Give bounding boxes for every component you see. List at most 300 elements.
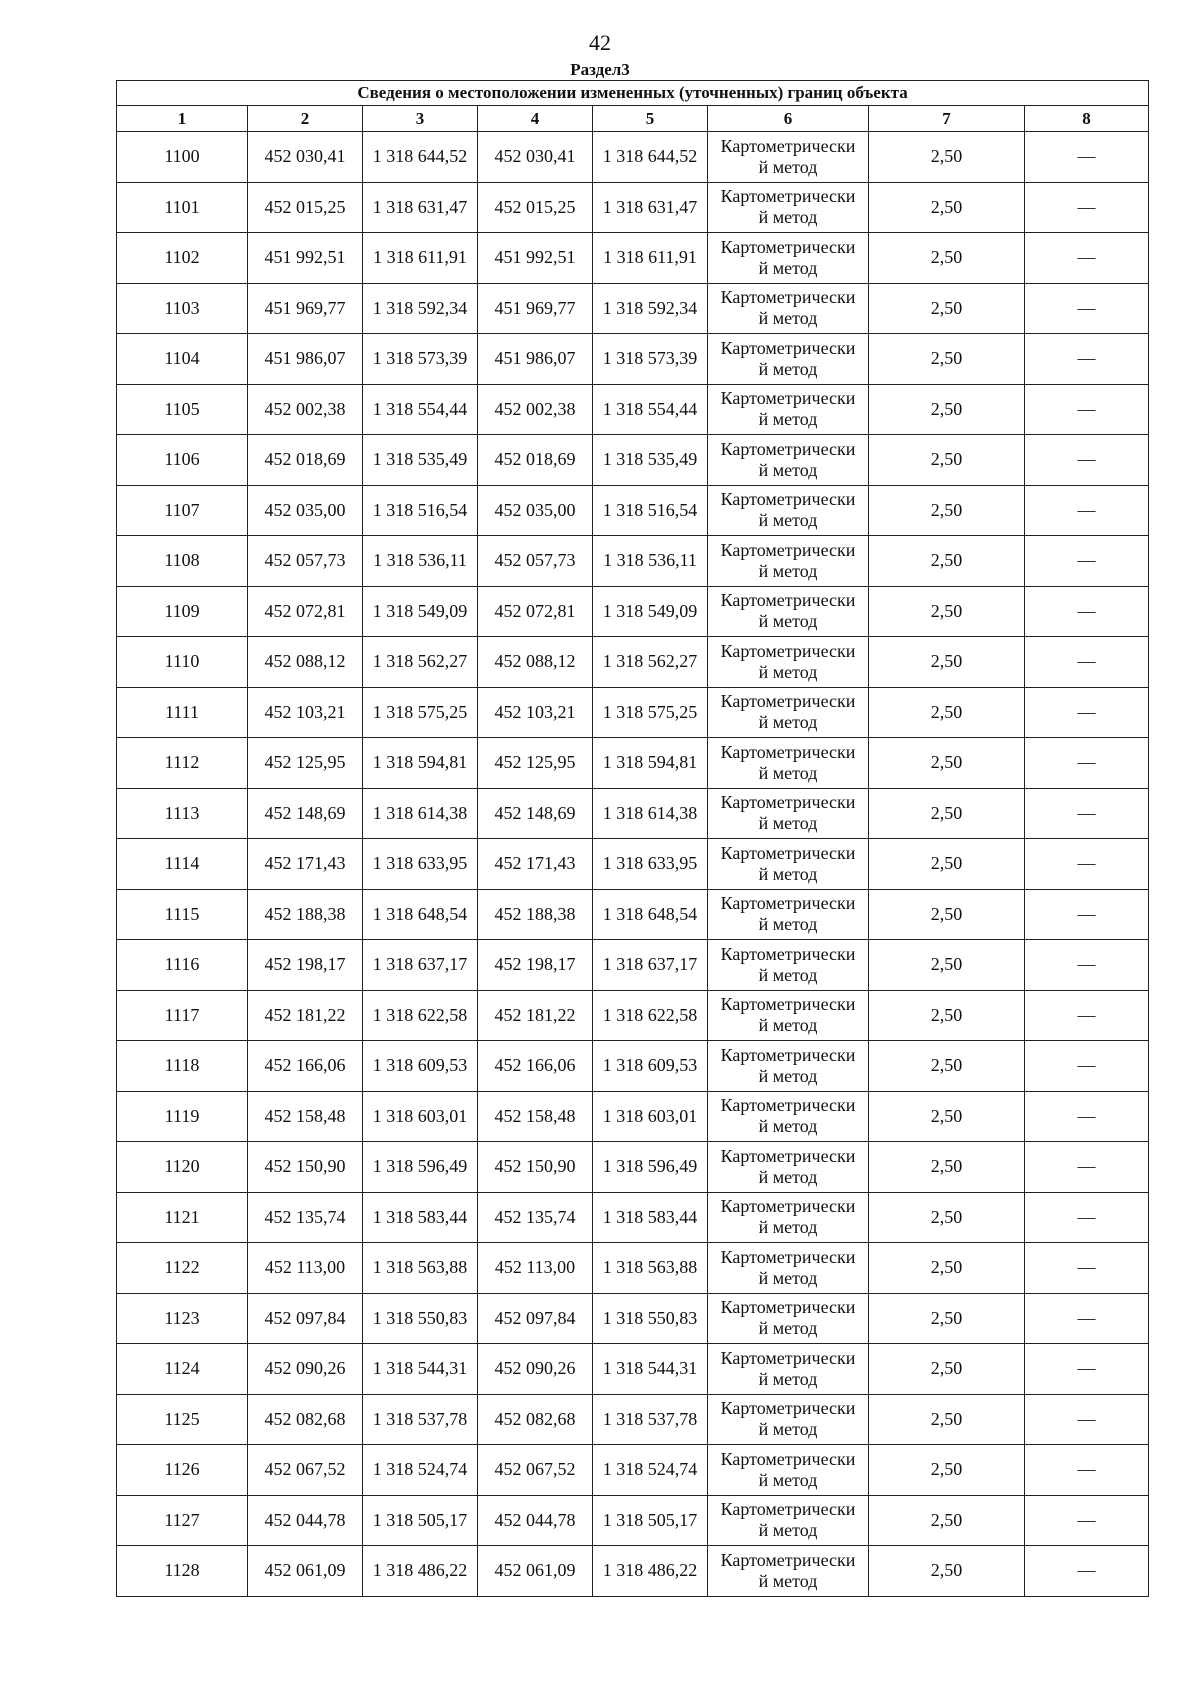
accuracy-cell: 2,50: [869, 990, 1025, 1041]
x-existing-cell: 451 986,07: [248, 334, 363, 385]
method-text: й метод: [758, 611, 818, 632]
point-number-cell: 1101: [117, 182, 248, 233]
table-caption-row: [117, 81, 1149, 106]
y-existing-cell: 1 318 631,47: [363, 182, 478, 233]
y-existing-cell: 1 318 516,54: [363, 485, 478, 536]
point-number-cell: 1102: [117, 233, 248, 284]
method-text: й метод: [758, 207, 818, 228]
point-number-cell: 1115: [117, 889, 248, 940]
method-text: й метод: [758, 1267, 818, 1288]
method-text: Картометрически: [720, 1246, 856, 1267]
point-number-cell: 1108: [117, 536, 248, 587]
column-number: 7: [869, 106, 1025, 132]
method-cell: [708, 1495, 869, 1546]
method-text: Картометрически: [720, 1044, 856, 1065]
point-number-cell: 1113: [117, 788, 248, 839]
x-existing-cell: 452 061,09: [248, 1546, 363, 1597]
note-cell: —: [1025, 990, 1149, 1041]
table-row: [117, 1142, 1149, 1193]
accuracy-cell: 2,50: [869, 1293, 1025, 1344]
x-refined-cell: 452 067,52: [478, 1445, 593, 1496]
accuracy-cell: 2,50: [869, 1243, 1025, 1294]
method-text: Картометрически: [720, 640, 856, 661]
y-refined-cell: 1 318 535,49: [593, 435, 708, 486]
y-refined-cell: 1 318 524,74: [593, 1445, 708, 1496]
y-refined-cell: 1 318 505,17: [593, 1495, 708, 1546]
y-existing-cell: 1 318 524,74: [363, 1445, 478, 1496]
x-existing-cell: 452 166,06: [248, 1041, 363, 1092]
method-text: Картометрически: [720, 590, 856, 611]
method-cell: [708, 839, 869, 890]
y-existing-cell: 1 318 550,83: [363, 1293, 478, 1344]
method-text: Картометрически: [720, 1196, 856, 1217]
accuracy-cell: 2,50: [869, 1344, 1025, 1395]
y-refined-cell: 1 318 549,09: [593, 586, 708, 637]
method-text: й метод: [758, 1520, 818, 1541]
note-cell: —: [1025, 384, 1149, 435]
note-cell: —: [1025, 839, 1149, 890]
note-cell: —: [1025, 889, 1149, 940]
x-existing-cell: 452 158,48: [248, 1091, 363, 1142]
column-number: 3: [363, 106, 478, 132]
point-number-cell: 1111: [117, 687, 248, 738]
note-cell: —: [1025, 1394, 1149, 1445]
method-cell: [708, 990, 869, 1041]
table-row: [117, 1091, 1149, 1142]
note-cell: —: [1025, 1546, 1149, 1597]
x-existing-cell: 452 198,17: [248, 940, 363, 991]
accuracy-cell: 2,50: [869, 334, 1025, 385]
note-cell: —: [1025, 1293, 1149, 1344]
method-cell: [708, 1142, 869, 1193]
method-text: Картометрически: [720, 388, 856, 409]
x-existing-cell: 452 035,00: [248, 485, 363, 536]
table-row: [117, 1394, 1149, 1445]
accuracy-cell: 2,50: [869, 536, 1025, 587]
point-number-cell: 1114: [117, 839, 248, 890]
point-number-cell: 1109: [117, 586, 248, 637]
table-caption: Сведения о местоположении измененных (уточненных) границ объекта: [117, 81, 1149, 106]
x-existing-cell: 452 044,78: [248, 1495, 363, 1546]
y-existing-cell: 1 318 562,27: [363, 637, 478, 688]
x-refined-cell: 452 082,68: [478, 1394, 593, 1445]
method-text: й метод: [758, 156, 818, 177]
note-cell: —: [1025, 334, 1149, 385]
method-text: й метод: [758, 1015, 818, 1036]
note-cell: —: [1025, 283, 1149, 334]
method-cell: [708, 435, 869, 486]
y-existing-cell: 1 318 575,25: [363, 687, 478, 738]
y-existing-cell: 1 318 614,38: [363, 788, 478, 839]
method-cell: [708, 1546, 869, 1597]
method-text: й метод: [758, 560, 818, 581]
y-refined-cell: 1 318 594,81: [593, 738, 708, 789]
y-refined-cell: 1 318 563,88: [593, 1243, 708, 1294]
x-existing-cell: 452 057,73: [248, 536, 363, 587]
method-text: Картометрически: [720, 842, 856, 863]
y-existing-cell: 1 318 536,11: [363, 536, 478, 587]
method-text: Картометрически: [720, 1398, 856, 1419]
x-existing-cell: 452 125,95: [248, 738, 363, 789]
point-number-cell: 1122: [117, 1243, 248, 1294]
table-row: [117, 233, 1149, 284]
x-refined-cell: 452 030,41: [478, 132, 593, 183]
note-cell: —: [1025, 940, 1149, 991]
accuracy-cell: 2,50: [869, 586, 1025, 637]
method-cell: [708, 940, 869, 991]
y-existing-cell: 1 318 596,49: [363, 1142, 478, 1193]
accuracy-cell: 2,50: [869, 435, 1025, 486]
method-text: Картометрически: [720, 1145, 856, 1166]
accuracy-cell: 2,50: [869, 384, 1025, 435]
y-existing-cell: 1 318 535,49: [363, 435, 478, 486]
note-cell: —: [1025, 738, 1149, 789]
accuracy-cell: 2,50: [869, 182, 1025, 233]
x-existing-cell: 452 030,41: [248, 132, 363, 183]
y-existing-cell: 1 318 573,39: [363, 334, 478, 385]
x-existing-cell: 451 969,77: [248, 283, 363, 334]
table-row: [117, 839, 1149, 890]
method-cell: [708, 132, 869, 183]
point-number-cell: 1123: [117, 1293, 248, 1344]
method-text: й метод: [758, 863, 818, 884]
x-refined-cell: 452 158,48: [478, 1091, 593, 1142]
point-number-cell: 1116: [117, 940, 248, 991]
x-refined-cell: 452 125,95: [478, 738, 593, 789]
point-number-cell: 1118: [117, 1041, 248, 1092]
method-cell: [708, 889, 869, 940]
note-cell: —: [1025, 1041, 1149, 1092]
method-cell: [708, 1192, 869, 1243]
section-title: Раздел3: [570, 60, 630, 79]
accuracy-cell: 2,50: [869, 1546, 1025, 1597]
method-cell: [708, 182, 869, 233]
point-number-cell: 1128: [117, 1546, 248, 1597]
x-refined-cell: 452 088,12: [478, 637, 593, 688]
point-number-cell: 1125: [117, 1394, 248, 1445]
method-text: й метод: [758, 813, 818, 834]
note-cell: —: [1025, 1091, 1149, 1142]
method-cell: [708, 1293, 869, 1344]
y-refined-cell: 1 318 611,91: [593, 233, 708, 284]
y-refined-cell: 1 318 644,52: [593, 132, 708, 183]
accuracy-cell: 2,50: [869, 283, 1025, 334]
method-text: Картометрически: [720, 893, 856, 914]
accuracy-cell: 2,50: [869, 889, 1025, 940]
method-cell: [708, 1041, 869, 1092]
point-number-cell: 1107: [117, 485, 248, 536]
x-existing-cell: 452 088,12: [248, 637, 363, 688]
method-text: й метод: [758, 1570, 818, 1591]
table-row: [117, 283, 1149, 334]
table-row: [117, 738, 1149, 789]
note-cell: —: [1025, 687, 1149, 738]
table-row: [117, 1344, 1149, 1395]
x-refined-cell: 452 166,06: [478, 1041, 593, 1092]
method-text: Картометрически: [720, 287, 856, 308]
table-row: [117, 334, 1149, 385]
method-text: й метод: [758, 308, 818, 329]
x-refined-cell: 452 015,25: [478, 182, 593, 233]
table-row: [117, 1041, 1149, 1092]
method-text: й метод: [758, 964, 818, 985]
point-number-cell: 1103: [117, 283, 248, 334]
x-refined-cell: 452 188,38: [478, 889, 593, 940]
accuracy-cell: 2,50: [869, 1041, 1025, 1092]
point-number-cell: 1110: [117, 637, 248, 688]
x-existing-cell: 452 015,25: [248, 182, 363, 233]
y-refined-cell: 1 318 592,34: [593, 283, 708, 334]
method-text: Картометрически: [720, 1347, 856, 1368]
y-existing-cell: 1 318 554,44: [363, 384, 478, 435]
column-number: 1: [117, 106, 248, 132]
point-number-cell: 1120: [117, 1142, 248, 1193]
x-existing-cell: 452 135,74: [248, 1192, 363, 1243]
x-refined-cell: 452 103,21: [478, 687, 593, 738]
method-text: Картометрически: [720, 792, 856, 813]
accuracy-cell: 2,50: [869, 1495, 1025, 1546]
method-text: й метод: [758, 914, 818, 935]
x-existing-cell: 452 181,22: [248, 990, 363, 1041]
y-existing-cell: 1 318 648,54: [363, 889, 478, 940]
method-cell: [708, 1394, 869, 1445]
y-refined-cell: 1 318 537,78: [593, 1394, 708, 1445]
accuracy-cell: 2,50: [869, 637, 1025, 688]
y-existing-cell: 1 318 609,53: [363, 1041, 478, 1092]
x-refined-cell: 452 113,00: [478, 1243, 593, 1294]
y-existing-cell: 1 318 644,52: [363, 132, 478, 183]
x-existing-cell: 452 097,84: [248, 1293, 363, 1344]
method-text: й метод: [758, 459, 818, 480]
note-cell: —: [1025, 1495, 1149, 1546]
x-existing-cell: 452 082,68: [248, 1394, 363, 1445]
method-text: й метод: [758, 1217, 818, 1238]
method-text: Картометрически: [720, 1448, 856, 1469]
point-number-cell: 1100: [117, 132, 248, 183]
x-existing-cell: 451 992,51: [248, 233, 363, 284]
y-existing-cell: 1 318 537,78: [363, 1394, 478, 1445]
x-refined-cell: 452 035,00: [478, 485, 593, 536]
accuracy-cell: 2,50: [869, 132, 1025, 183]
x-refined-cell: 452 061,09: [478, 1546, 593, 1597]
method-text: Картометрически: [720, 994, 856, 1015]
x-existing-cell: 452 171,43: [248, 839, 363, 890]
method-cell: [708, 1344, 869, 1395]
y-refined-cell: 1 318 609,53: [593, 1041, 708, 1092]
y-refined-cell: 1 318 554,44: [593, 384, 708, 435]
method-text: Картометрически: [720, 1499, 856, 1520]
point-number-cell: 1106: [117, 435, 248, 486]
table-row: [117, 536, 1149, 587]
x-refined-cell: 451 986,07: [478, 334, 593, 385]
x-existing-cell: 452 090,26: [248, 1344, 363, 1395]
y-refined-cell: 1 318 575,25: [593, 687, 708, 738]
method-text: Картометрически: [720, 489, 856, 510]
method-text: й метод: [758, 661, 818, 682]
y-existing-cell: 1 318 603,01: [363, 1091, 478, 1142]
y-refined-cell: 1 318 544,31: [593, 1344, 708, 1395]
accuracy-cell: 2,50: [869, 1445, 1025, 1496]
note-cell: —: [1025, 1445, 1149, 1496]
method-cell: [708, 586, 869, 637]
y-existing-cell: 1 318 637,17: [363, 940, 478, 991]
method-text: й метод: [758, 510, 818, 531]
method-cell: [708, 283, 869, 334]
method-cell: [708, 738, 869, 789]
x-refined-cell: 452 171,43: [478, 839, 593, 890]
table-row: [117, 940, 1149, 991]
y-refined-cell: 1 318 622,58: [593, 990, 708, 1041]
method-text: Картометрически: [720, 943, 856, 964]
accuracy-cell: 2,50: [869, 1142, 1025, 1193]
table-row: [117, 637, 1149, 688]
x-refined-cell: 452 198,17: [478, 940, 593, 991]
y-refined-cell: 1 318 562,27: [593, 637, 708, 688]
y-existing-cell: 1 318 633,95: [363, 839, 478, 890]
x-refined-cell: 452 097,84: [478, 1293, 593, 1344]
y-existing-cell: 1 318 594,81: [363, 738, 478, 789]
note-cell: —: [1025, 435, 1149, 486]
y-refined-cell: 1 318 603,01: [593, 1091, 708, 1142]
y-refined-cell: 1 318 583,44: [593, 1192, 708, 1243]
y-refined-cell: 1 318 637,17: [593, 940, 708, 991]
x-existing-cell: 452 018,69: [248, 435, 363, 486]
point-number-cell: 1121: [117, 1192, 248, 1243]
x-refined-cell: 452 135,74: [478, 1192, 593, 1243]
x-refined-cell: 452 181,22: [478, 990, 593, 1041]
method-cell: [708, 233, 869, 284]
point-number-cell: 1117: [117, 990, 248, 1041]
y-refined-cell: 1 318 486,22: [593, 1546, 708, 1597]
column-number: 6: [708, 106, 869, 132]
x-existing-cell: 452 002,38: [248, 384, 363, 435]
accuracy-cell: 2,50: [869, 1192, 1025, 1243]
method-text: Картометрически: [720, 135, 856, 156]
accuracy-cell: 2,50: [869, 1394, 1025, 1445]
y-refined-cell: 1 318 596,49: [593, 1142, 708, 1193]
method-text: Картометрически: [720, 1095, 856, 1116]
point-number-cell: 1119: [117, 1091, 248, 1142]
method-text: й метод: [758, 1318, 818, 1339]
y-refined-cell: 1 318 633,95: [593, 839, 708, 890]
x-existing-cell: 452 188,38: [248, 889, 363, 940]
x-refined-cell: 452 090,26: [478, 1344, 593, 1395]
table-row: [117, 1192, 1149, 1243]
method-text: Картометрически: [720, 337, 856, 358]
y-refined-cell: 1 318 631,47: [593, 182, 708, 233]
note-cell: —: [1025, 1344, 1149, 1395]
table-row: [117, 687, 1149, 738]
note-cell: —: [1025, 1142, 1149, 1193]
method-text: й метод: [758, 1469, 818, 1490]
table-row: [117, 1495, 1149, 1546]
column-number: 5: [593, 106, 708, 132]
method-text: Картометрически: [720, 236, 856, 257]
method-text: й метод: [758, 1065, 818, 1086]
accuracy-cell: 2,50: [869, 485, 1025, 536]
x-refined-cell: 452 072,81: [478, 586, 593, 637]
note-cell: —: [1025, 1192, 1149, 1243]
method-text: Картометрически: [720, 438, 856, 459]
x-existing-cell: 452 113,00: [248, 1243, 363, 1294]
note-cell: —: [1025, 637, 1149, 688]
method-text: й метод: [758, 762, 818, 783]
column-number: 2: [248, 106, 363, 132]
y-refined-cell: 1 318 573,39: [593, 334, 708, 385]
x-refined-cell: 452 057,73: [478, 536, 593, 587]
table-row: [117, 182, 1149, 233]
accuracy-cell: 2,50: [869, 839, 1025, 890]
y-refined-cell: 1 318 614,38: [593, 788, 708, 839]
y-refined-cell: 1 318 516,54: [593, 485, 708, 536]
y-existing-cell: 1 318 611,91: [363, 233, 478, 284]
accuracy-cell: 2,50: [869, 1091, 1025, 1142]
method-cell: [708, 334, 869, 385]
table-row: [117, 889, 1149, 940]
note-cell: —: [1025, 233, 1149, 284]
method-text: й метод: [758, 1116, 818, 1137]
method-text: Картометрически: [720, 539, 856, 560]
x-existing-cell: 452 067,52: [248, 1445, 363, 1496]
y-existing-cell: 1 318 592,34: [363, 283, 478, 334]
y-existing-cell: 1 318 549,09: [363, 586, 478, 637]
x-refined-cell: 451 992,51: [478, 233, 593, 284]
point-number-cell: 1104: [117, 334, 248, 385]
method-text: Картометрически: [720, 1297, 856, 1318]
table-row: [117, 1445, 1149, 1496]
note-cell: —: [1025, 788, 1149, 839]
accuracy-cell: 2,50: [869, 788, 1025, 839]
table-row: [117, 485, 1149, 536]
method-text: й метод: [758, 1419, 818, 1440]
y-refined-cell: 1 318 536,11: [593, 536, 708, 587]
x-refined-cell: 452 150,90: [478, 1142, 593, 1193]
x-refined-cell: 452 148,69: [478, 788, 593, 839]
method-cell: [708, 1091, 869, 1142]
x-refined-cell: 452 044,78: [478, 1495, 593, 1546]
accuracy-cell: 2,50: [869, 940, 1025, 991]
note-cell: —: [1025, 485, 1149, 536]
point-number-cell: 1105: [117, 384, 248, 435]
x-existing-cell: 452 103,21: [248, 687, 363, 738]
x-existing-cell: 452 150,90: [248, 1142, 363, 1193]
note-cell: —: [1025, 182, 1149, 233]
method-cell: [708, 1243, 869, 1294]
table-body: [117, 132, 1149, 1597]
x-refined-cell: 452 002,38: [478, 384, 593, 435]
x-refined-cell: 452 018,69: [478, 435, 593, 486]
y-existing-cell: 1 318 505,17: [363, 1495, 478, 1546]
method-cell: [708, 687, 869, 738]
method-text: й метод: [758, 257, 818, 278]
method-text: й метод: [758, 712, 818, 733]
column-number: 4: [478, 106, 593, 132]
note-cell: —: [1025, 586, 1149, 637]
coordinates-table: [116, 80, 1149, 1597]
y-existing-cell: 1 318 583,44: [363, 1192, 478, 1243]
table-row: [117, 435, 1149, 486]
table-row: [117, 586, 1149, 637]
x-existing-cell: 452 148,69: [248, 788, 363, 839]
method-cell: [708, 788, 869, 839]
table-row: [117, 1546, 1149, 1597]
note-cell: —: [1025, 132, 1149, 183]
table-row: [117, 1243, 1149, 1294]
y-refined-cell: 1 318 648,54: [593, 889, 708, 940]
point-number-cell: 1124: [117, 1344, 248, 1395]
point-number-cell: 1127: [117, 1495, 248, 1546]
method-text: й метод: [758, 1368, 818, 1389]
